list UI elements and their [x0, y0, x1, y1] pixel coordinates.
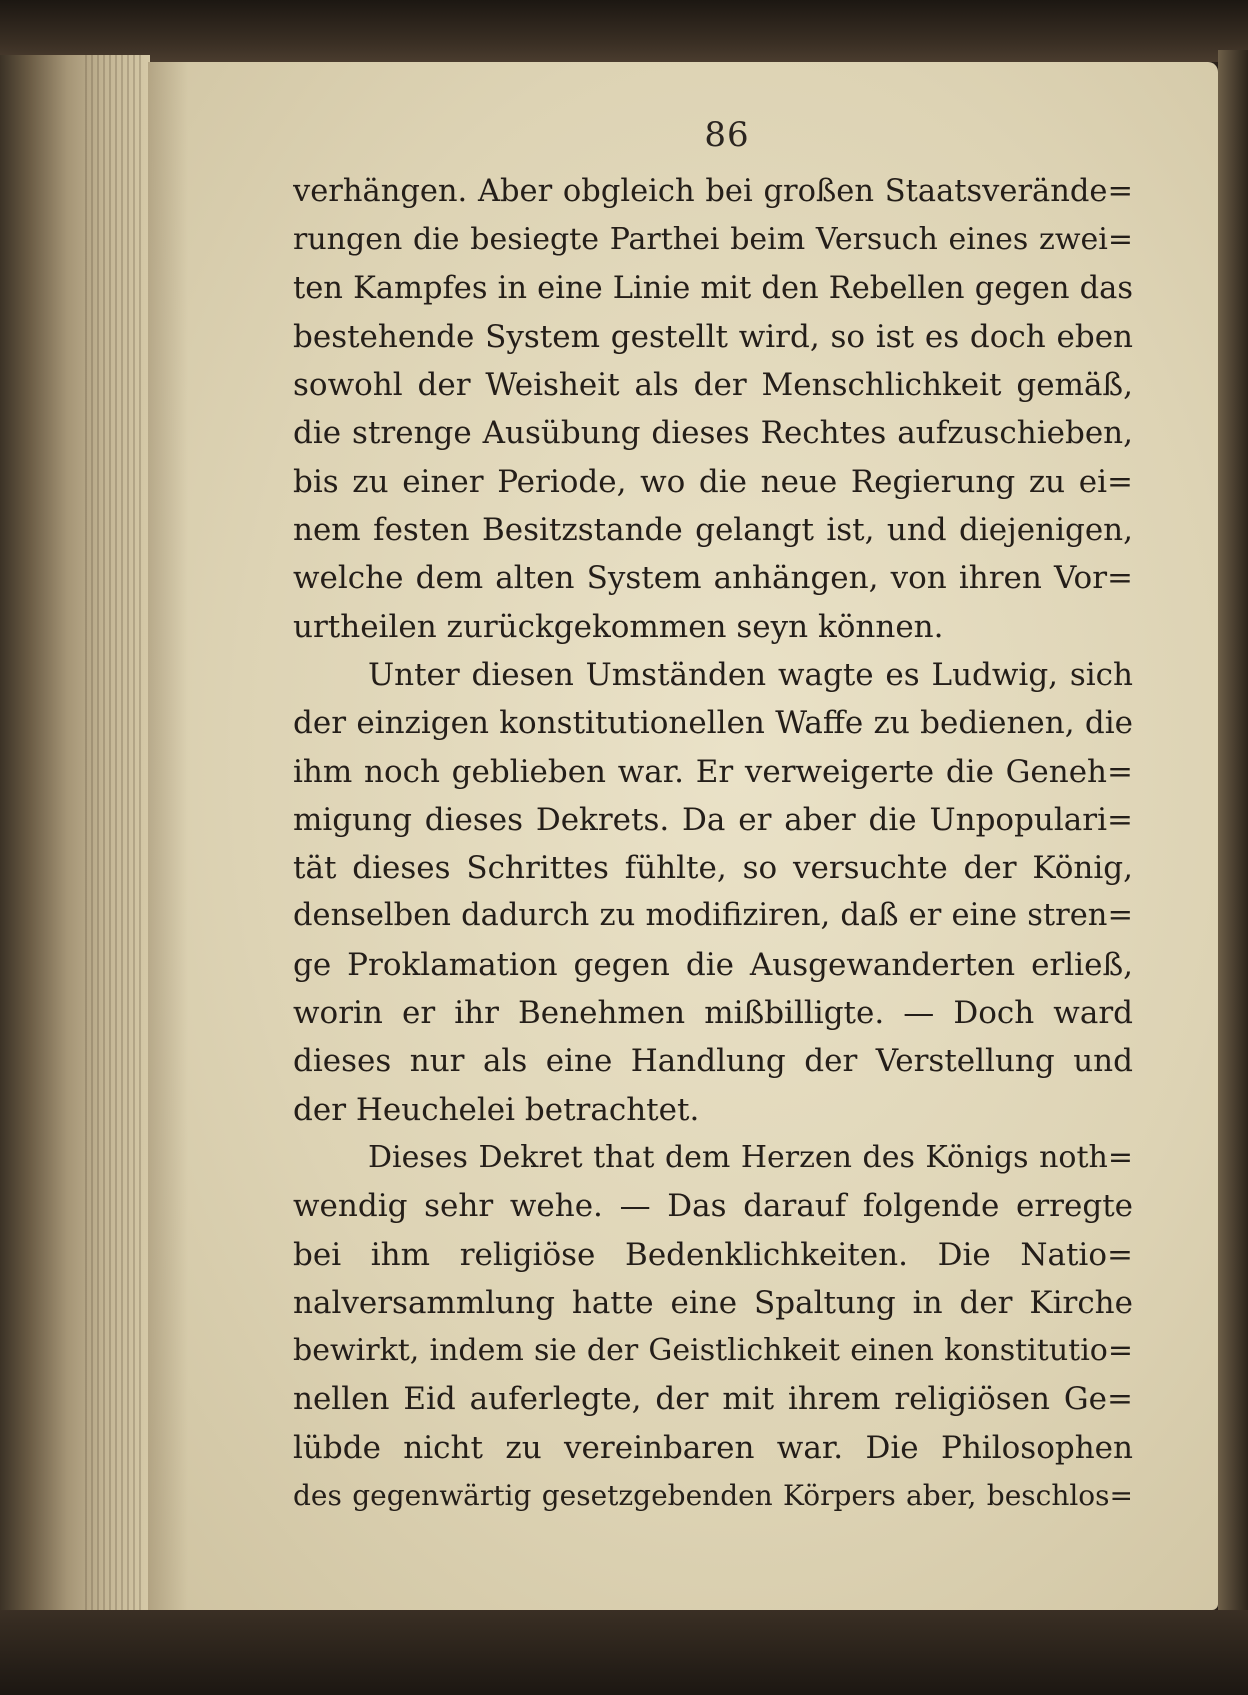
text-line: worin er ihr Benehmen mißbilligte. — Doch ward: [293, 995, 1133, 1032]
text-line: bei ihm religiöse Bedenklichkeiten. Die Natio=: [293, 1236, 1133, 1273]
paragraph-start-line: Dieses Dekret that dem Herzen des Königs noth=: [368, 1139, 1133, 1175]
paragraph-end-line: der Heuchelei betrachtet.: [293, 1091, 700, 1128]
left-page-edges: [0, 55, 150, 1615]
text-line: sowohl der Weisheit als der Menschlichkeit gemäß,: [293, 367, 1133, 404]
text-line: die strenge Ausübung dieses Rechtes aufzuschieben,: [293, 415, 1133, 452]
text-line: welche dem alten System anhängen, von ihren Vor=: [293, 560, 1133, 597]
page-number: 86: [704, 115, 750, 155]
paragraph-end-line: urtheilen zurückgekommen seyn können.: [293, 608, 944, 645]
book-cover-top: [0, 0, 1248, 62]
text-line: denselben dadurch zu modifiziren, daß er eine stren=: [293, 898, 1133, 934]
text-line: bestehende System gestellt wird, so ist es doch eben: [293, 318, 1133, 355]
paragraph-start-line: Unter diesen Umständen wagte es Ludwig, sich: [368, 656, 1133, 693]
text-line: dieses nur als eine Handlung der Verstellung und: [293, 1043, 1133, 1080]
text-line: nem festen Besitzstande gelangt ist, und diejenigen,: [293, 512, 1133, 549]
text-line: bewirkt, indem sie der Geistlichkeit einen konstitutio=: [293, 1333, 1133, 1369]
text-line: bis zu einer Periode, wo die neue Regierung zu ei=: [293, 463, 1133, 500]
text-line: tät dieses Schrittes fühlte, so versuchte der König,: [293, 850, 1133, 887]
text-line: verhängen. Aber obgleich bei großen Staatsverände=: [293, 174, 1133, 209]
text-line: der einzigen konstitutionellen Waffe zu bedienen, die: [293, 705, 1133, 742]
body-text: [293, 168, 1133, 1520]
text-line: wendig sehr wehe. — Das darauf folgende erregte: [293, 1188, 1133, 1225]
book-cover-bottom: [0, 1610, 1248, 1695]
text-line: rungen die besiegte Parthei beim Versuch eines zwei=: [293, 222, 1133, 258]
text-line: nellen Eid auferlegte, der mit ihrem religiösen Ge=: [293, 1381, 1133, 1418]
text-line: ge Proklamation gegen die Ausgewanderten erließ,: [293, 946, 1133, 983]
text-line: nalversammlung hatte eine Spaltung in der Kirche: [293, 1284, 1133, 1321]
text-line: lübde nicht zu vereinbaren war. Die Philosophen: [293, 1429, 1133, 1466]
text-line: migung dieses Dekrets. Da er aber die Unpopulari=: [293, 801, 1133, 838]
text-line: ihm noch geblieben war. Er verweigerte die Geneh=: [293, 753, 1133, 790]
text-line: ten Kampfes in eine Linie mit den Rebellen gegen das: [293, 270, 1133, 306]
text-line: des gegenwärtig gesetzgebenden Körpers aber, beschlos=: [293, 1479, 1133, 1513]
right-cover-edge: [1218, 50, 1248, 1630]
